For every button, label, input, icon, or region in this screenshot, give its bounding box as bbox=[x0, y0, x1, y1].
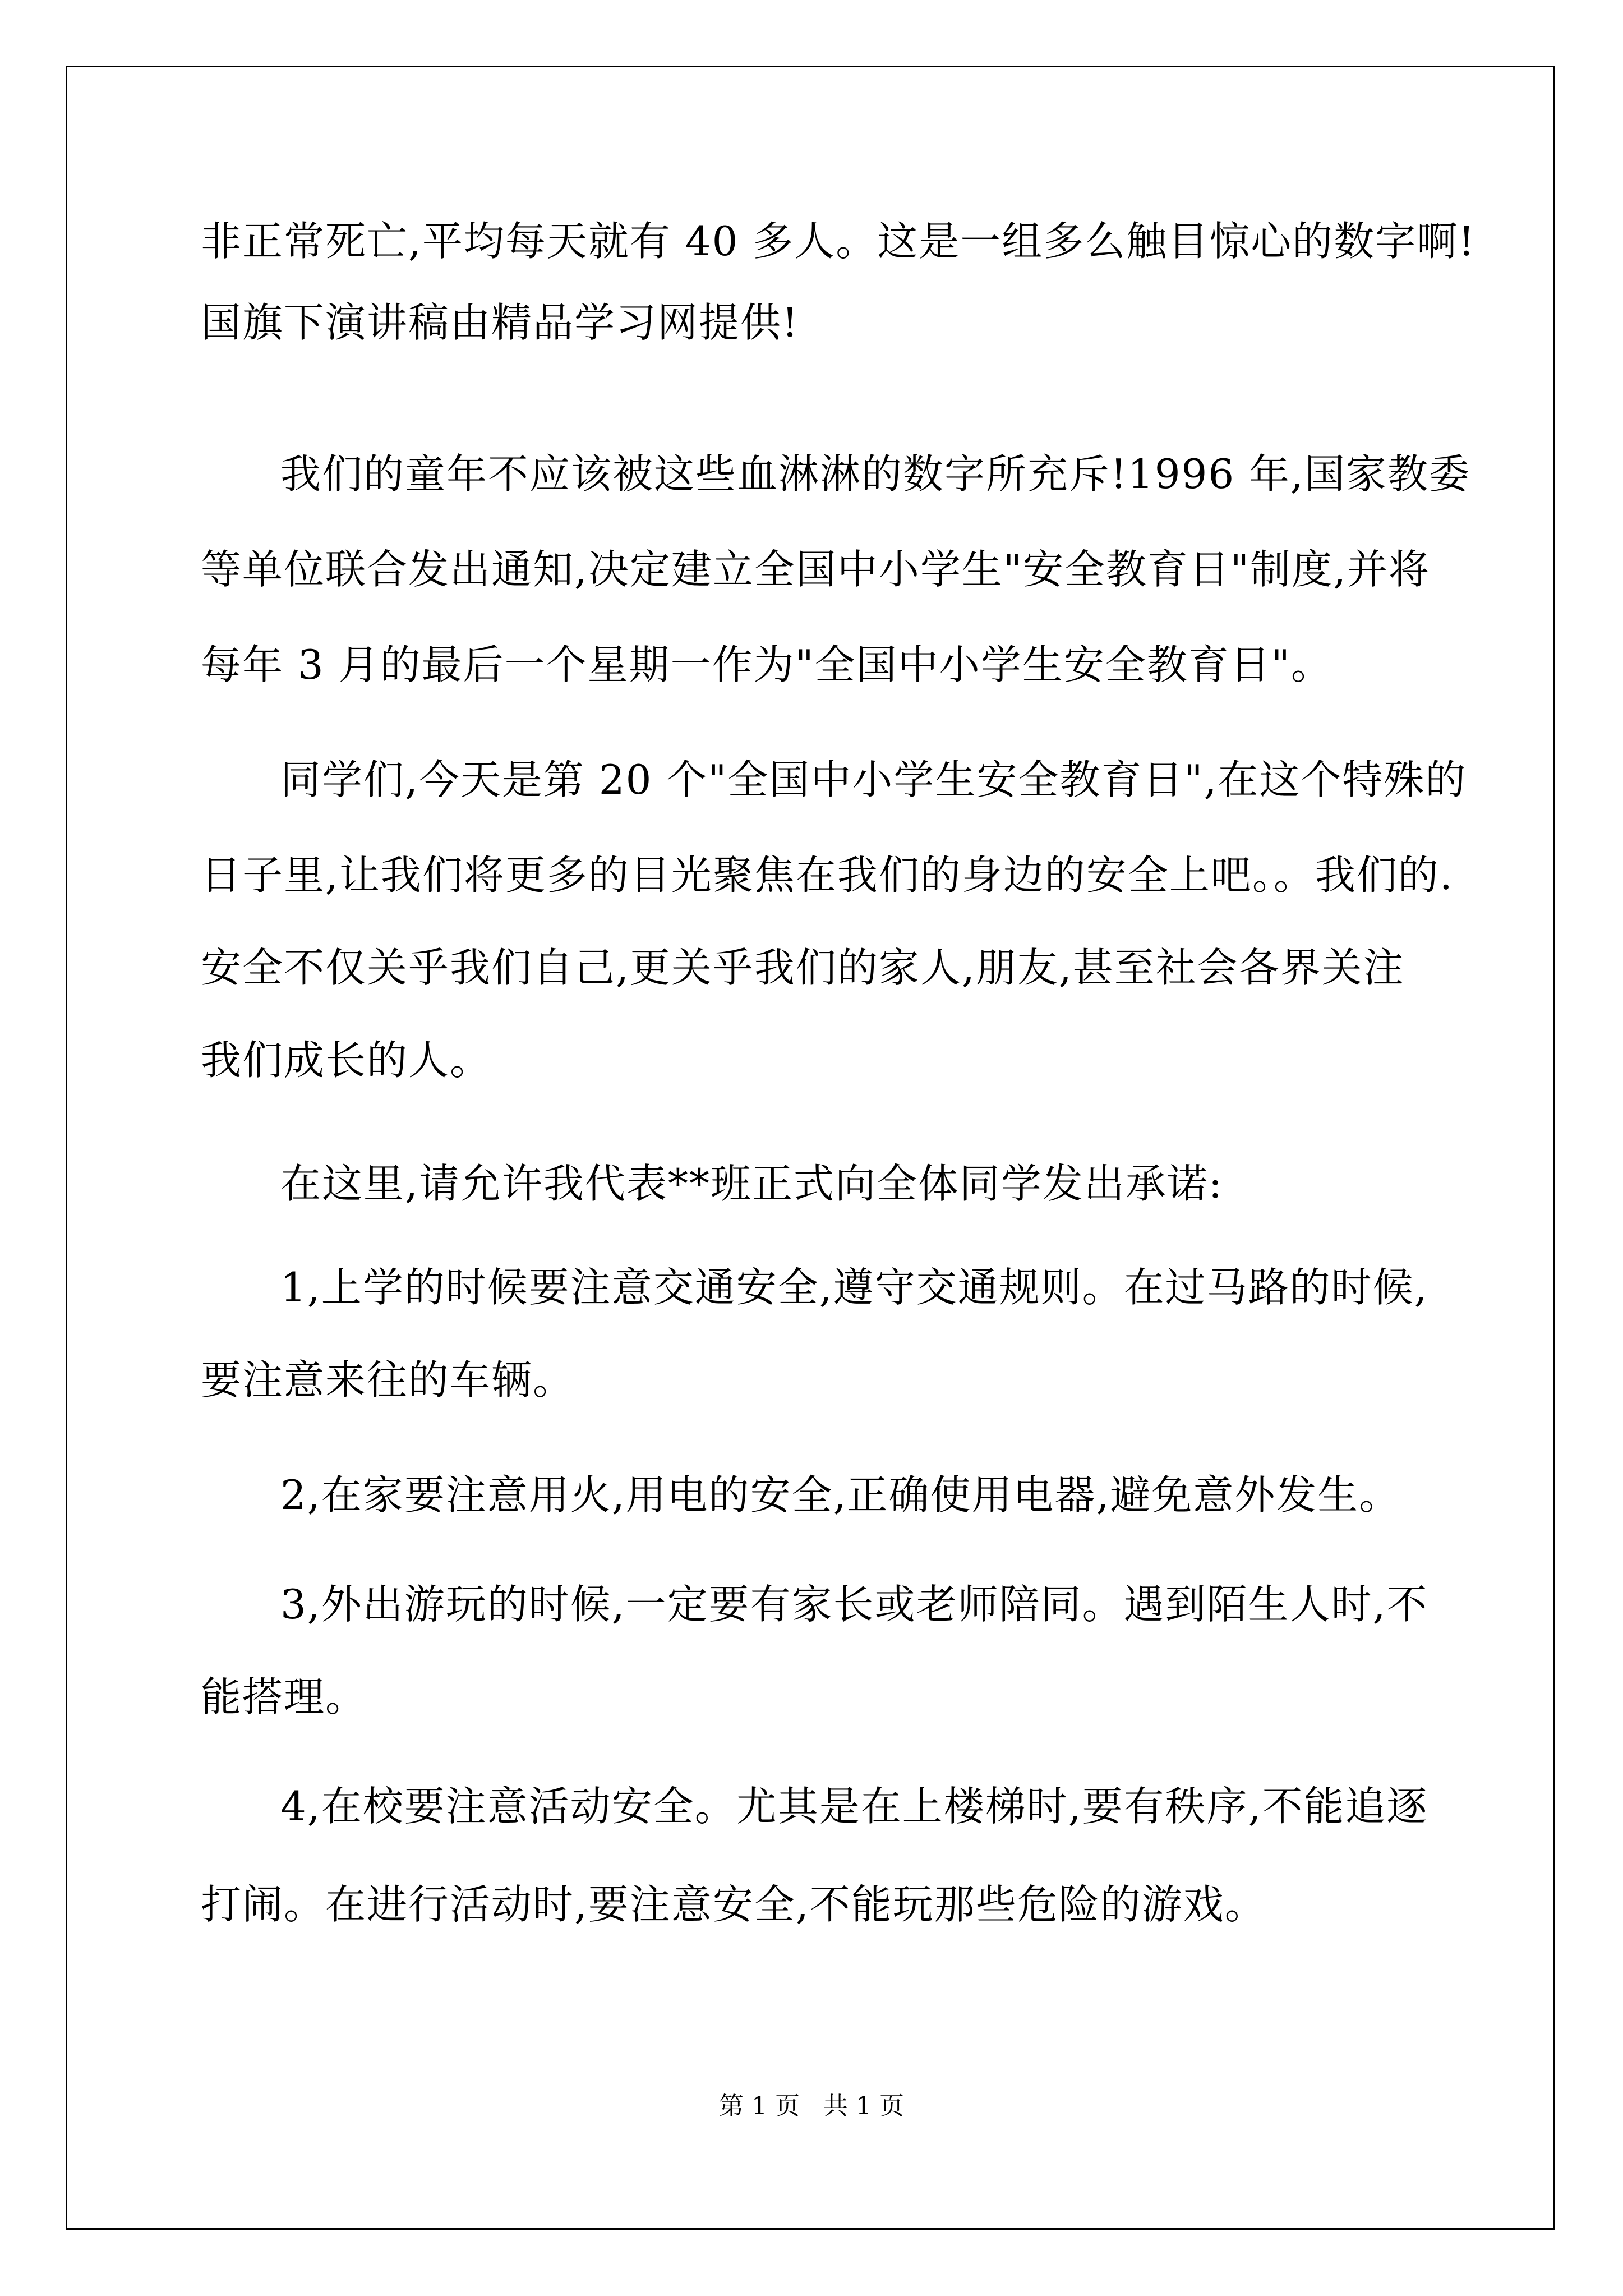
body-line-9: 我们成长的人。 bbox=[201, 1037, 492, 1084]
body-line-1: 非正常死亡,平均每天就有 40 多人。这是一组多么触目惊心的数字啊! bbox=[201, 218, 1476, 265]
page-number-footer: 第 1 页 共 1 页 bbox=[719, 2092, 904, 2120]
body-line-14: 3,外出游玩的时候,一定要有家长或老师陪同。遇到陌生人时,不 bbox=[280, 1581, 1428, 1628]
body-line-7: 日子里,让我们将更多的目光聚焦在我们的身边的安全上吧。。我们的. bbox=[201, 852, 1454, 899]
body-line-13: 2,在家要注意用火,用电的安全,正确使用电器,避免意外发生。 bbox=[280, 1471, 1401, 1519]
body-line-2: 国旗下演讲稿由精品学习网提供! bbox=[201, 299, 799, 346]
body-line-4: 等单位联合发出通知,决定建立全国中小学生"安全教育日"制度,并将 bbox=[201, 546, 1431, 593]
body-line-10: 在这里,请允许我代表**班正式向全体同学发出承诺: bbox=[280, 1160, 1224, 1207]
body-line-6: 同学们,今天是第 20 个"全国中小学生安全教育日",在这个特殊的 bbox=[280, 756, 1467, 803]
body-line-17: 打闹。在进行活动时,要注意安全,不能玩那些危险的游戏。 bbox=[201, 1881, 1266, 1928]
body-line-16: 4,在校要注意活动安全。尤其是在上楼梯时,要有秩序,不能追逐 bbox=[280, 1783, 1428, 1830]
body-line-15: 能搭理。 bbox=[201, 1673, 367, 1720]
body-line-5: 每年 3 月的最后一个星期一作为"全国中小学生安全教育日"。 bbox=[201, 641, 1332, 688]
body-line-12: 要注意来往的车辆。 bbox=[201, 1356, 575, 1404]
body-line-3: 我们的童年不应该被这些血淋淋的数字所充斥!1996 年,国家教委 bbox=[280, 450, 1470, 498]
body-line-8: 安全不仅关乎我们自己,更关乎我们的家人,朋友,甚至社会各界关注 bbox=[201, 944, 1405, 991]
body-line-11: 1,上学的时候要注意交通安全,遵守交通规则。在过马路的时候, bbox=[280, 1264, 1428, 1311]
